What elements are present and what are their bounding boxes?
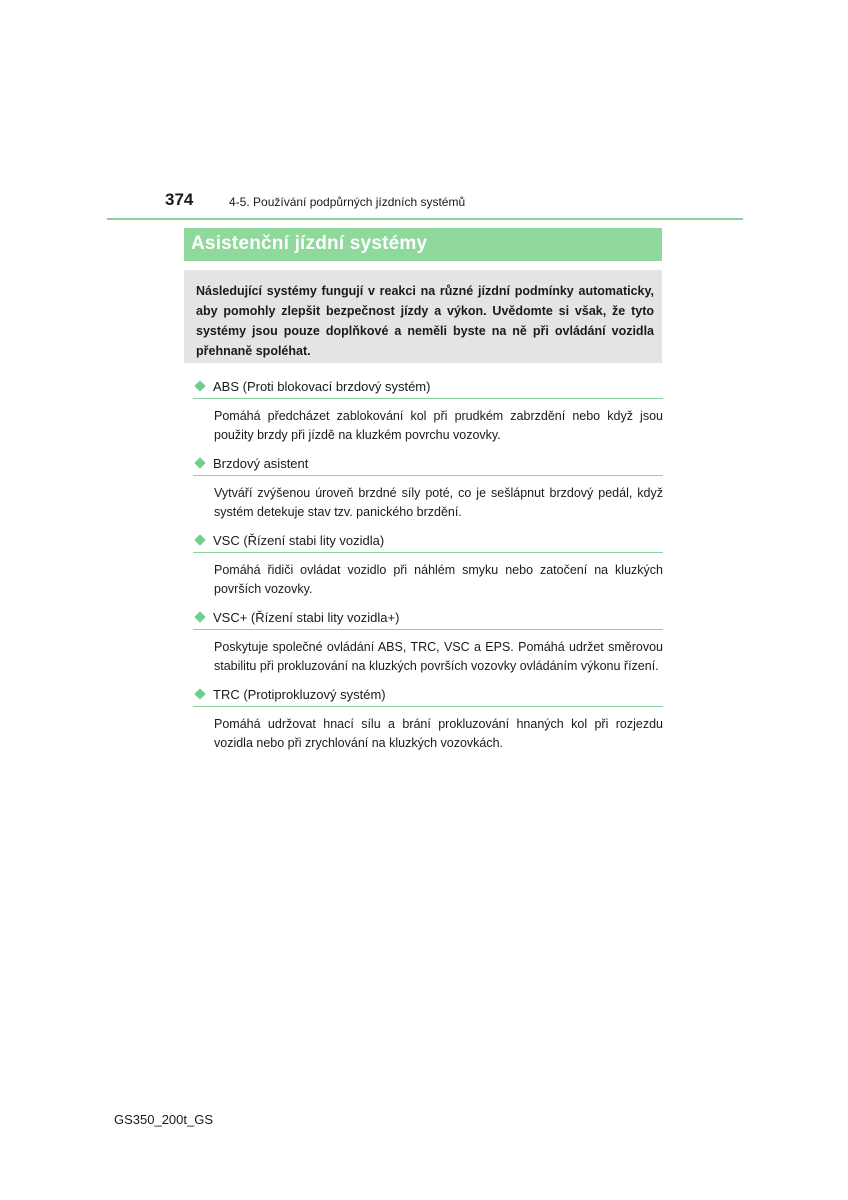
intro-box — [184, 270, 662, 363]
feature-heading — [193, 605, 663, 630]
section-path: 4-5. Používání podpůrných jízdních systémů — [229, 195, 466, 209]
footer-model-code: GS350_200t_GS — [114, 1112, 214, 1127]
page-header — [107, 190, 743, 220]
feature-title: VSC+ (Řízení stabi lity vozidla+) — [213, 609, 400, 625]
feature-brake-assist — [193, 451, 663, 522]
feature-heading — [193, 451, 663, 476]
feature-vsc — [193, 528, 663, 599]
diamond-bullet-icon — [194, 380, 205, 391]
page-number: 374 — [165, 190, 194, 209]
feature-title: ABS (Proti blokovací brzdový systém) — [213, 378, 431, 394]
diamond-bullet-icon — [194, 534, 205, 545]
feature-description: Pomáhá předcházet zablokování kol při prudkém zabrzdění nebo když jsou použity brzdy při jízdě na kluzkém povrchu vozovky. — [214, 409, 663, 442]
diamond-bullet-icon — [194, 611, 205, 622]
feature-abs — [193, 374, 663, 445]
feature-description: Poskytuje společné ovládání ABS, TRC, VSC a EPS. Pomáhá udržet směrovou stabilitu při prokluzování na kluzkých površích vozovky ovládáním výkonu řízení. — [214, 640, 663, 673]
feature-description: Pomáhá řidiči ovládat vozidlo při náhlém smyku nebo zatočení na kluzkých površích vozovky. — [214, 563, 663, 596]
feature-list — [193, 374, 663, 759]
feature-title: VSC (Řízení stabi lity vozidla) — [213, 532, 385, 548]
feature-title: Brzdový asistent — [213, 455, 309, 471]
intro-text: Následující systémy fungují v reakci na různé jízdní podmínky automaticky, aby pomohly zlepšit bezpečnost jízdy a výkon. Uvědomte si však, že tyto systémy jsou pouze doplňkové a neměli byste na ně při ovládání vozidla přehnaně spoléhat. — [196, 284, 654, 358]
feature-heading — [193, 528, 663, 553]
feature-heading — [193, 682, 663, 707]
feature-title: TRC (Protiprokluzový systém) — [213, 686, 386, 702]
feature-trc — [193, 682, 663, 753]
feature-description: Pomáhá udržovat hnací sílu a brání prokluzování hnaných kol při rozjezdu vozidla nebo při zrychlování na kluzkých vozovkách. — [214, 717, 663, 750]
feature-vsc-plus — [193, 605, 663, 676]
diamond-bullet-icon — [194, 688, 205, 699]
feature-description: Vytváří zvýšenou úroveň brzdné síly poté, co je sešlápnut brzdový pedál, když systém detekuje stav tzv. panického brzdění. — [214, 486, 663, 519]
diamond-bullet-icon — [194, 457, 205, 468]
section-title-bar — [184, 228, 662, 261]
feature-heading — [193, 374, 663, 399]
page-title: Asistenční jízdní systémy — [191, 233, 428, 254]
